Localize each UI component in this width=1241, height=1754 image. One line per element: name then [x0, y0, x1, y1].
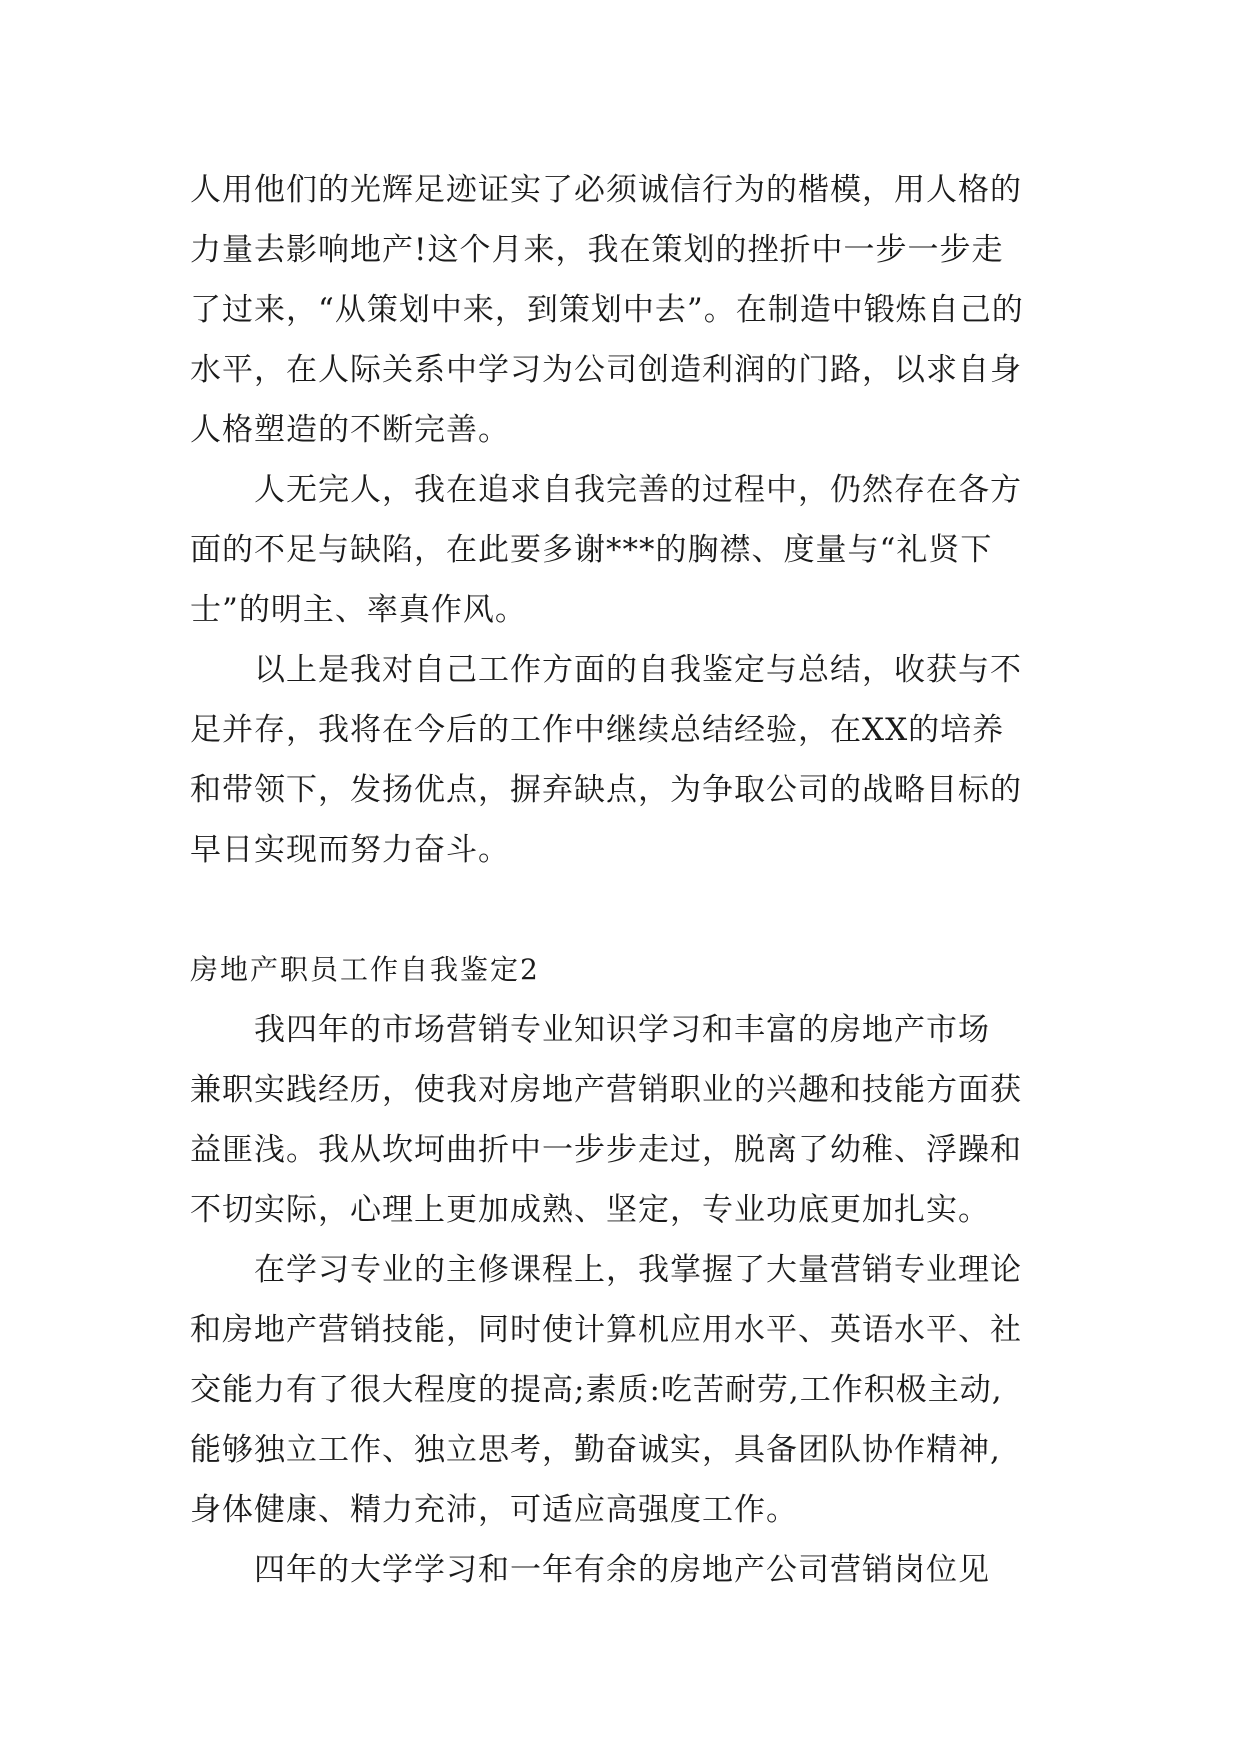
- text-line: 士”的明主、率真作风。: [190, 592, 527, 628]
- text-line: 足并存，我将在今后的工作中继续总结经验，在XX的培养: [190, 712, 1005, 748]
- document-body: [190, 160, 1070, 1600]
- text-line: 四年的大学学习和一年有余的房地产公司营销岗位见: [254, 1552, 990, 1588]
- text-line: 和房地产营销技能，同时使计算机应用水平、英语水平、社: [190, 1312, 1022, 1348]
- text-line: 我四年的市场营销专业知识学习和丰富的房地产市场: [254, 1012, 990, 1048]
- text-line: 人无完人，我在追求自我完善的过程中，仍然存在各方: [254, 472, 1022, 508]
- text-line: 和带领下，发扬优点，摒弃缺点，为争取公司的战略目标的: [190, 772, 1022, 808]
- text-line: 力量去影响地产!这个月来，我在策划的挫折中一步一步走: [190, 232, 1004, 268]
- paragraph-education: [190, 1000, 1070, 1240]
- text-line: 交能力有了很大程度的提高;素质:吃苦耐劳,工作积极主动,: [190, 1372, 1003, 1408]
- paragraph-continuation: [190, 160, 1070, 460]
- text-line: 人格塑造的不断完善。: [190, 412, 510, 448]
- text-line: 以上是我对自己工作方面的自我鉴定与总结，收获与不: [254, 652, 1022, 688]
- text-line: 不切实际，心理上更加成熟、坚定，专业功底更加扎实。: [190, 1192, 990, 1228]
- text-line: 面的不足与缺陷，在此要多谢***的胸襟、度量与“礼贤下: [190, 532, 993, 568]
- text-line: 在学习专业的主修课程上，我掌握了大量营销专业理论: [254, 1252, 1022, 1288]
- spacer: [190, 880, 1070, 940]
- text-line: 兼职实践经历，使我对房地产营销职业的兴趣和技能方面获: [190, 1072, 1022, 1108]
- text-line: 了过来，“从策划中来，到策划中去”。在制造中锻炼自己的: [190, 292, 1024, 328]
- text-line: 能够独立工作、独立思考，勤奋诚实，具备团队协作精神,: [190, 1432, 1001, 1468]
- text-line: 益匪浅。我从坎坷曲折中一步步走过，脱离了幼稚、浮躁和: [190, 1132, 1022, 1168]
- text-line: 早日实现而努力奋斗。: [190, 832, 510, 868]
- paragraph-imperfection: [190, 460, 1070, 640]
- paragraph-experience: [190, 1540, 1070, 1600]
- text-line: 水平，在人际关系中学习为公司创造利润的门路，以求自身: [190, 352, 1022, 388]
- text-line: 身体健康、精力充沛，可适应高强度工作。: [190, 1492, 798, 1528]
- paragraph-summary: [190, 640, 1070, 880]
- section-title: 房地产职员工作自我鉴定2: [190, 953, 540, 986]
- paragraph-skills: [190, 1240, 1070, 1540]
- text-line: 人用他们的光辉足迹证实了必须诚信行为的楷模，用人格的: [190, 172, 1022, 208]
